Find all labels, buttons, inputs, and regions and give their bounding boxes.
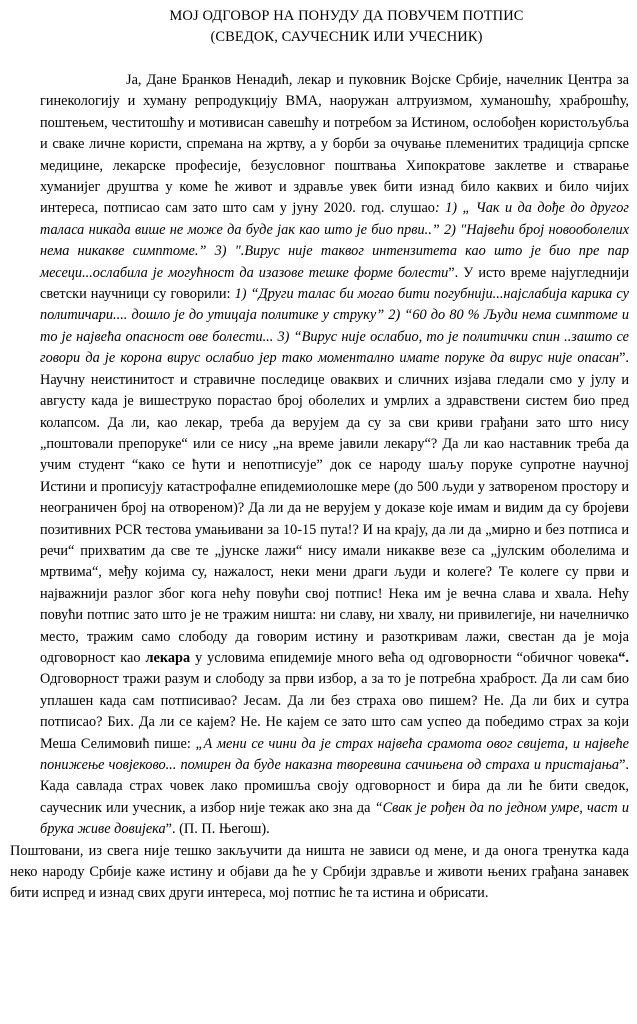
text-consequences: ”. Научну неистинитост и стравичне последице оваквих и сличних изјава гледали смо у јулу и августу када је вишеструко порастао број оболелих и умрлих а здравствени систем био пред колапсом. Да ли, као лекар, треба да верујем да су за сви криви грађани зато што нису „поштовали препоруке“ или се нису „на време јавили лекару“? Да ли као наставник треба да учим студент “како се ћути и непотписује” док се народу шаљу поруке супротне научној Истини и прописују катастрофалне епидемиолошке мере (до 500 људи у затвореном простору и неограничен број на отвореном)? Да ли да не верујем у доказе које имам и видим да су бројеви позитивних PCR тестова умањивани за 10-15 пута!? И на крају, да ли да „мирно и без потписа и речи“ прихватим да све те „јунске лажи“ нису имали никакве везе са „јулским оболелима и мртвима“, међу којима су, нажалост, неки мени драги људи и колеге? Те колеге су први и најважнији разлог због кога нећу повући свој потпис! Нека им је вечна слава и хвала. Нећу повући потпис зато што је не тражим ништа: ни славу, ни хвалу, ни привилегије, ни начелничко место, тражим само слободу да говорим истину и разоткривам лажи, свестан да је моја одговорност као: [40, 350, 629, 666]
quote-njegos: “Свак је рођен да по једном умре, част и брука живе довијека: [40, 799, 629, 838]
text-responsibility: у условима епидемије много већа од одговорности “обичног човека: [190, 649, 619, 666]
text-scientists: ”. У исто време најугледнији светски научници су говорили:: [40, 264, 629, 303]
bold-quote-mark: “.: [618, 649, 629, 666]
quote-scientists: 1) “Други талас би могао бити погубнији...најслабија карика су политичари.... дошло је до утицаја политике у струку” 2) “60 до 80 % Људи нема симптоме и то је највећа опасност ове болести... 3) “Вирус није ослабио, то је политички спин ..зашто се говори да је корона вирус ослабио јер тако моментално имате поруке да вирус није опасан: [40, 286, 629, 367]
document-body: [40, 70, 629, 841]
main-paragraph: [40, 70, 629, 841]
bold-doctor: лекара: [145, 649, 191, 666]
title-line-2: (СВЕДОК, САУЧЕСНИК ИЛИ УЧЕСНИК): [210, 29, 483, 45]
text-fear: Одговорност тражи разум и слободу за први избор, а за то је потребна храброст. Да ли сам био уплашен када сам потписивао? Јесам. Да ли без страха ово пишем? Не. Да ли бих и сутра потписао? Бих. Да ли се кајем? Не. Не кајем се зато што сам успео да победимо страх за који Меша Селимовић пише:: [40, 671, 629, 752]
quote-virus-weaker: .Вирус није таквог интензитета као што је био пре пар месеци...ослабила је могућност да изазове тешке форме болести: [40, 243, 629, 281]
text-attribution: ”. (П. П. Његош).: [165, 821, 270, 838]
document-title: [64, 6, 629, 48]
quote-june-statements: : 1) „ Чак и да дође до другог таласа никада више не може да буде јак као што је био први..” 2) "Највећи број новооболелих нема никакве симптоме.” 3) ": [40, 200, 629, 260]
quote-selimovic: „А мени се чини да је страх највећа срамота овог свијета, и највеће понижење човјеково... помирен да буде наказна творевина сачињена од страха и пристајања: [40, 735, 629, 773]
closing-paragraph: Поштовани, из свега није тешко закључити да ништа не зависи од мене, и да онога тренутка када неко народу Србије каже истину и објави да ће у Србији здравље и животи њених грађана занавек бити испред и изнад свих други интереса, мој потпис ће та истина и обрисати.: [10, 842, 629, 902]
title-line-1: МОЈ ОДГОВОР НА ПОНУДУ ДА ПОВУЧЕМ ПОТПИС: [169, 8, 524, 24]
text-intro: Ја, Дане Бранков Ненадић, лекар и пуковник Војске Србије, начелник Центра за гинекологију и хуману репродукцију ВМА, наоружан алтруизмом, хуманошћу, храброшћу, поштењем, честитошћу и мотивисан савешћу и потребом за Истином, ослобођен користољубља и сваке личне користи, спремана на жртву, а у борби за очување племенитих традиција српске медицине, лекарске професије, безусловног поштвања Хипократове заклетве и стварање хуманијег друштва у коме ће живот и здравље увек бити изнад било каквих и било чијих интереса, потписао сам зато што сам у јуну 2020. год. слушао: [40, 72, 629, 217]
text-choice: ”. Када савлада страх човек лако промишља своју одговорност и бира да ли ће бити сведок, саучесник или учесник, а избор није тежак ако зна да: [40, 757, 629, 816]
